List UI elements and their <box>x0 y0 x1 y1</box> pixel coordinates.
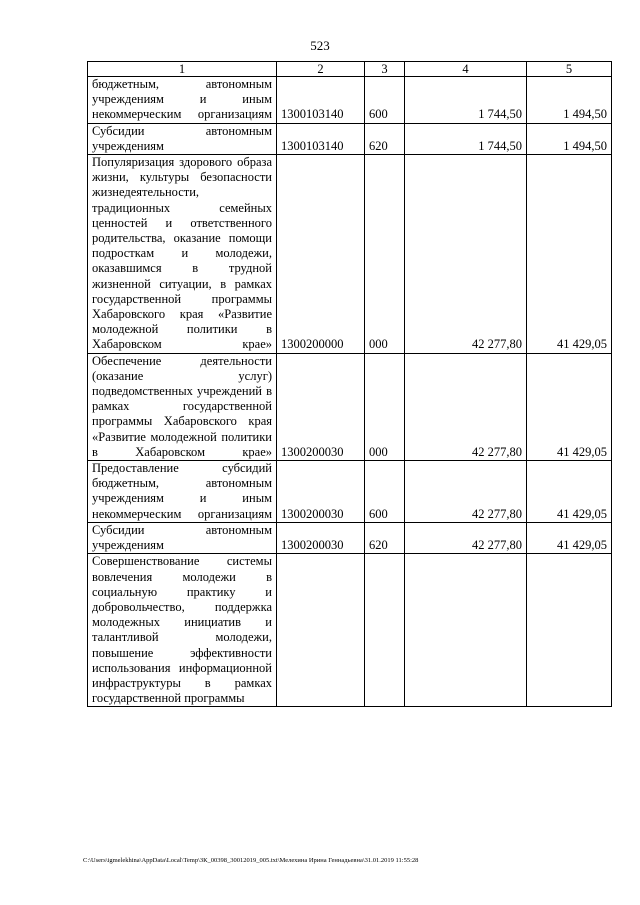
header-col-5: 5 <box>527 62 612 77</box>
row-expense-type: 000 <box>365 353 405 460</box>
row-sum-2: 41 429,05 <box>527 522 612 553</box>
table-row <box>88 155 612 354</box>
row-sum-1: 42 277,80 <box>405 461 527 523</box>
row-sum-1: 1 744,50 <box>405 77 527 124</box>
document-footer-path: C:\Users\igmelekhina\AppData\Local\Temp\ЗК_00398_30012019_005.txt\Мелехина Ирина Геннадьевна\31.01.2019 11:55:28 <box>83 857 419 864</box>
row-name: Популяризация здорового образа жизни, культуры безопасности жизнедеятельности, традиционных семейных ценностей и ответственного родительства, оказание помощи подросткам и молодежи, оказавшимся в трудной жизненной ситуации, в рамках государственной программы Хабаровского края «Развитие молодежной политики в Хабаровском крае» <box>88 155 277 354</box>
row-code: 1300103140 <box>277 123 365 154</box>
row-expense-type: 000 <box>365 155 405 354</box>
row-sum-2 <box>527 554 612 707</box>
header-col-1: 1 <box>88 62 277 77</box>
row-sum-2: 1 494,50 <box>527 123 612 154</box>
row-name: Совершенствование системы вовлечения молодежи в социальную практику и добровольчество, поддержка молодежных инициатив и талантливой молодежи, повышение эффективности использования информационной инфраструктуры в рамках государственной программы <box>88 554 277 707</box>
row-expense-type: 620 <box>365 123 405 154</box>
row-sum-1 <box>405 554 527 707</box>
row-name: Субсидии автономным учреждениям <box>88 123 277 154</box>
table-row <box>88 353 612 460</box>
table-row <box>88 554 612 707</box>
row-name: Предоставление субсидий бюджетным, автономным учреждениям и иным некоммерческим организациям <box>88 461 277 523</box>
row-sum-2: 41 429,05 <box>527 461 612 523</box>
row-expense-type <box>365 554 405 707</box>
header-col-4: 4 <box>405 62 527 77</box>
row-expense-type: 600 <box>365 77 405 124</box>
row-sum-1: 42 277,80 <box>405 155 527 354</box>
row-sum-1: 42 277,80 <box>405 353 527 460</box>
row-code: 1300200030 <box>277 353 365 460</box>
row-name: Обеспечение деятельности (оказание услуг) подведомственных учреждений в рамках государственной программы Хабаровского края «Развитие молодежной политики в Хабаровском крае» <box>88 353 277 460</box>
header-col-3: 3 <box>365 62 405 77</box>
row-code: 1300200030 <box>277 522 365 553</box>
row-sum-2: 41 429,05 <box>527 353 612 460</box>
table-row <box>88 77 612 124</box>
row-expense-type: 620 <box>365 522 405 553</box>
row-name: Субсидии автономным учреждениям <box>88 522 277 553</box>
row-sum-2: 41 429,05 <box>527 155 612 354</box>
row-code: 1300103140 <box>277 77 365 124</box>
page-number: 523 <box>310 38 330 53</box>
row-expense-type: 600 <box>365 461 405 523</box>
budget-table <box>87 61 612 707</box>
table-row <box>88 461 612 523</box>
table-row <box>88 522 612 553</box>
row-sum-1: 42 277,80 <box>405 522 527 553</box>
row-sum-1: 1 744,50 <box>405 123 527 154</box>
row-code: 1300200030 <box>277 461 365 523</box>
row-sum-2: 1 494,50 <box>527 77 612 124</box>
table-header-row <box>88 62 612 77</box>
row-code: 1300200000 <box>277 155 365 354</box>
row-name: бюджетным, автономным учреждениям и иным некоммерческим организациям <box>88 77 277 124</box>
table-row <box>88 123 612 154</box>
header-col-2: 2 <box>277 62 365 77</box>
row-code <box>277 554 365 707</box>
